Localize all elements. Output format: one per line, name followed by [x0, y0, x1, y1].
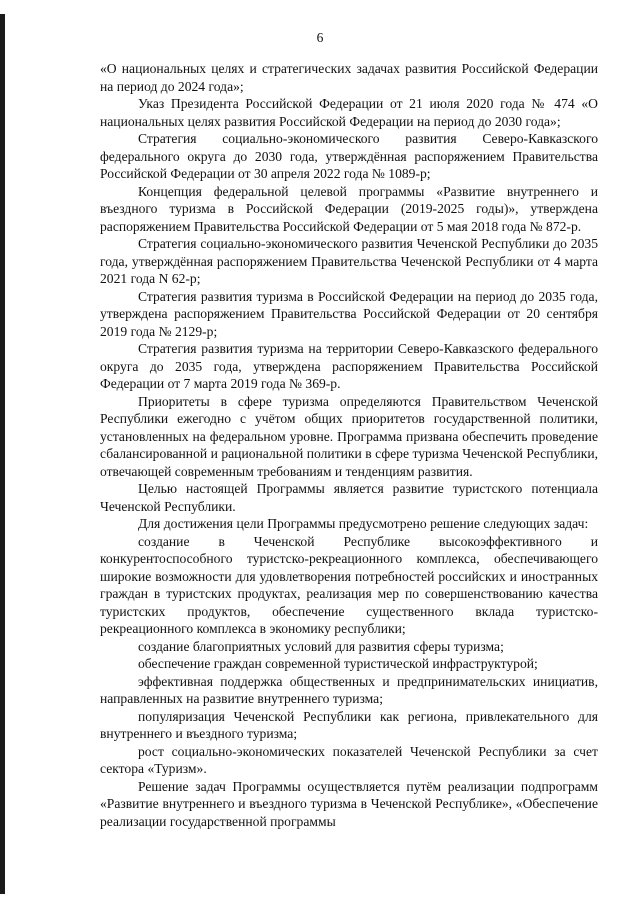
paragraph-task-support: эффективная поддержка общественных и предпринимательских инициатив, направленных на развитие внутреннего туризма;: [100, 673, 598, 706]
paragraph-concept-fcp-tourism: Концепция федеральной целевой программы «Развитие внутреннего и въездного туризма в Российской Федерации (2019-2025 годы)», утверждена распоряжением Правительства Российской Федерации от 5 мая 2018 года № 872-р.: [100, 183, 598, 234]
paragraph-priorities: Приоритеты в сфере туризма определяются Правительством Чеченской Республики ежегодно с учётом общих приоритетов государственной политики, установленных на федеральном уровне. Программа призвана обеспечить проведение сбалансированной и рациональной политики в сфере туризма Чеченской Республики, отвечающей современным требованиям и тенденциям развития.: [100, 393, 598, 479]
paragraph-task-popularization: популяризация Чеченской Республики как региона, привлекательного для внутреннего и въездного туризма;: [100, 708, 598, 741]
paragraph-task-growth: рост социально-экономических показателей Чеченской Республики за счет сектора «Туризм».: [100, 743, 598, 776]
document-body: [100, 60, 598, 830]
paragraph-task-conditions: создание благоприятных условий для развития сферы туризма;: [138, 638, 504, 654]
page-number: 6: [316, 30, 324, 45]
paragraph-tasks-intro: Для достижения цели Программы предусмотрено решение следующих задач:: [138, 516, 589, 531]
paragraph-task-infrastructure: обеспечение граждан современной туристической инфраструктурой;: [138, 656, 538, 671]
scan-edge-shadow: [0, 14, 5, 894]
paragraph-strategy-tourism-rf-2035: Стратегия развития туризма в Российской Федерации на период до 2035 года, утверждена распоряжением Правительства Российской Федерации от 20 сентября 2019 года № 2129-р;: [100, 288, 598, 339]
paragraph-program-goal: Целью настоящей Программы является развитие туристского потенциала Чеченской Республики.: [100, 481, 598, 514]
paragraph-strategy-skfo-2030: Стратегия социально-экономического развития Северо-Кавказского федерального округа до 2030 года, утверждённая распоряжением Правительства Российской Федерации от 30 апреля 2022 года № 1089-р;: [100, 131, 598, 181]
paragraph-strategy-tourism-skfo-2035: Стратегия развития туризма на территории Северо-Кавказского федерального округа до 2035 года, утверждена распоряжением Правительства Российской Федерации от 7 марта 2019 года № 369-р.: [100, 341, 598, 391]
paragraph-tasks-solution: Решение задач Программы осуществляется путём реализации подпрограмм «Развитие внутреннего и въездного туризма в Чеченской Республике», «Обеспечение реализации государственной программы: [100, 778, 598, 829]
paragraph-decree-474: Указ Президента Российской Федерации от 21 июля 2020 года № 474 «О национальных целях развития Российской Федерации на период до 2030 года»;: [100, 96, 598, 129]
paragraph-decree-2024-title: «О национальных целях и стратегических задачах развития Российской Федерации на период до 2024 года»;: [100, 61, 598, 94]
paragraph-task-complex: создание в Чеченской Республике высокоэффективного и конкурентоспособного туристско-рекреационного комплекса, обеспечивающего широкие возможности для удовлетворения потребностей российских и иностранных граждан в туристских продуктах, реализация мер по совершенствованию качества туристских продуктов, обеспечение существенного вклада туристско-рекреационного комплекса в экономику республики;: [100, 533, 598, 636]
paragraph-strategy-chechen-2035: Стратегия социально-экономического развития Чеченской Республики до 2035 года, утверждённая распоряжением Правительства Чеченской Республики от 4 марта 2021 года N 62-р;: [100, 236, 598, 286]
